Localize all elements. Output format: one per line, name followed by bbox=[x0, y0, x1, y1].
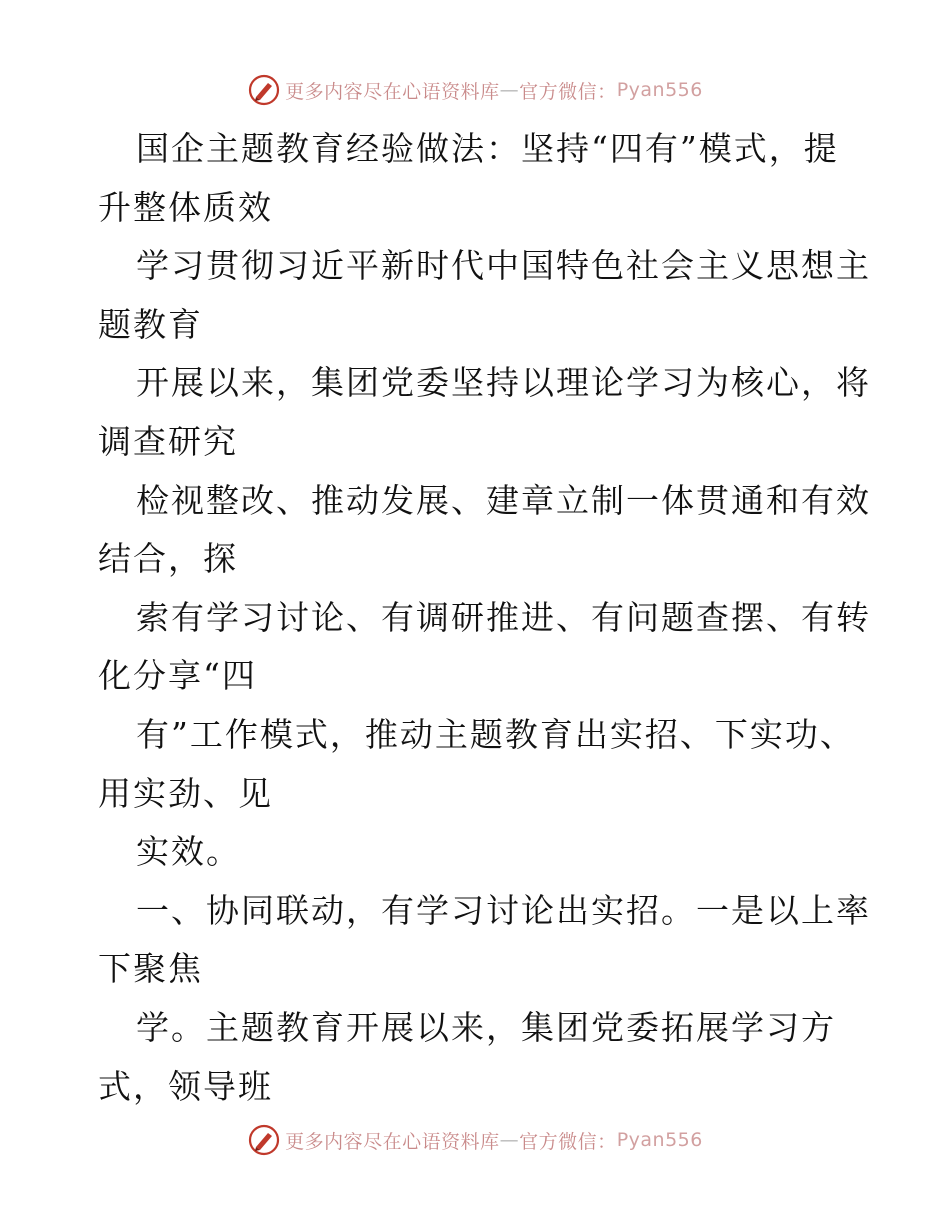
text-line: 调查研究 bbox=[98, 421, 238, 461]
watermark-wechat-label: 官方微信： bbox=[519, 1130, 617, 1153]
footer-watermark bbox=[0, 1120, 950, 1160]
text-line: 式，领导班 bbox=[98, 1066, 273, 1106]
text-line: 化分享“四 bbox=[98, 656, 257, 696]
text-line: 升整体质效 bbox=[98, 187, 273, 227]
document-body bbox=[98, 120, 871, 1116]
text-line: 题教育 bbox=[98, 304, 203, 344]
text-line: 学。主题教育开展以来，集团党委拓展学习方 bbox=[136, 1007, 836, 1047]
watermark-wechat-id: Pyan556 bbox=[616, 1129, 703, 1151]
text-line: 有”工作模式，推动主题教育出实招、下实功、 bbox=[136, 714, 855, 754]
watermark-site-text: 更多内容尽在心语资料库 bbox=[285, 1130, 500, 1153]
text-line: 实效。 bbox=[136, 832, 241, 872]
text-line: 开展以来，集团党委坚持以理论学习为核心，将 bbox=[136, 363, 871, 403]
watermark-site-text: 更多内容尽在心语资料库 bbox=[285, 80, 500, 103]
pen-logo-icon bbox=[247, 73, 281, 107]
watermark-dash: — bbox=[499, 79, 520, 101]
header-watermark bbox=[0, 70, 950, 110]
watermark-wechat-label: 官方微信： bbox=[519, 80, 617, 103]
text-line: 国企主题教育经验做法：坚持“四有”模式，提 bbox=[136, 129, 839, 168]
text-line: 检视整改、推动发展、建章立制一体贯通和有效 bbox=[136, 480, 871, 520]
watermark-wechat-id: Pyan556 bbox=[616, 79, 703, 101]
text-line: 索有学习讨论、有调研推进、有问题查摆、有转 bbox=[136, 597, 871, 637]
text-line: 用实劲、见 bbox=[98, 773, 273, 813]
text-line: 结合，探 bbox=[98, 539, 238, 579]
text-line: 一、协同联动，有学习讨论出实招。一是以上率 bbox=[136, 890, 871, 930]
pen-logo-icon bbox=[247, 1123, 281, 1157]
text-line: 下聚焦 bbox=[98, 949, 203, 989]
text-line: 学习贯彻习近平新时代中国特色社会主义思想主 bbox=[136, 246, 871, 286]
watermark-dash: — bbox=[499, 1129, 520, 1151]
